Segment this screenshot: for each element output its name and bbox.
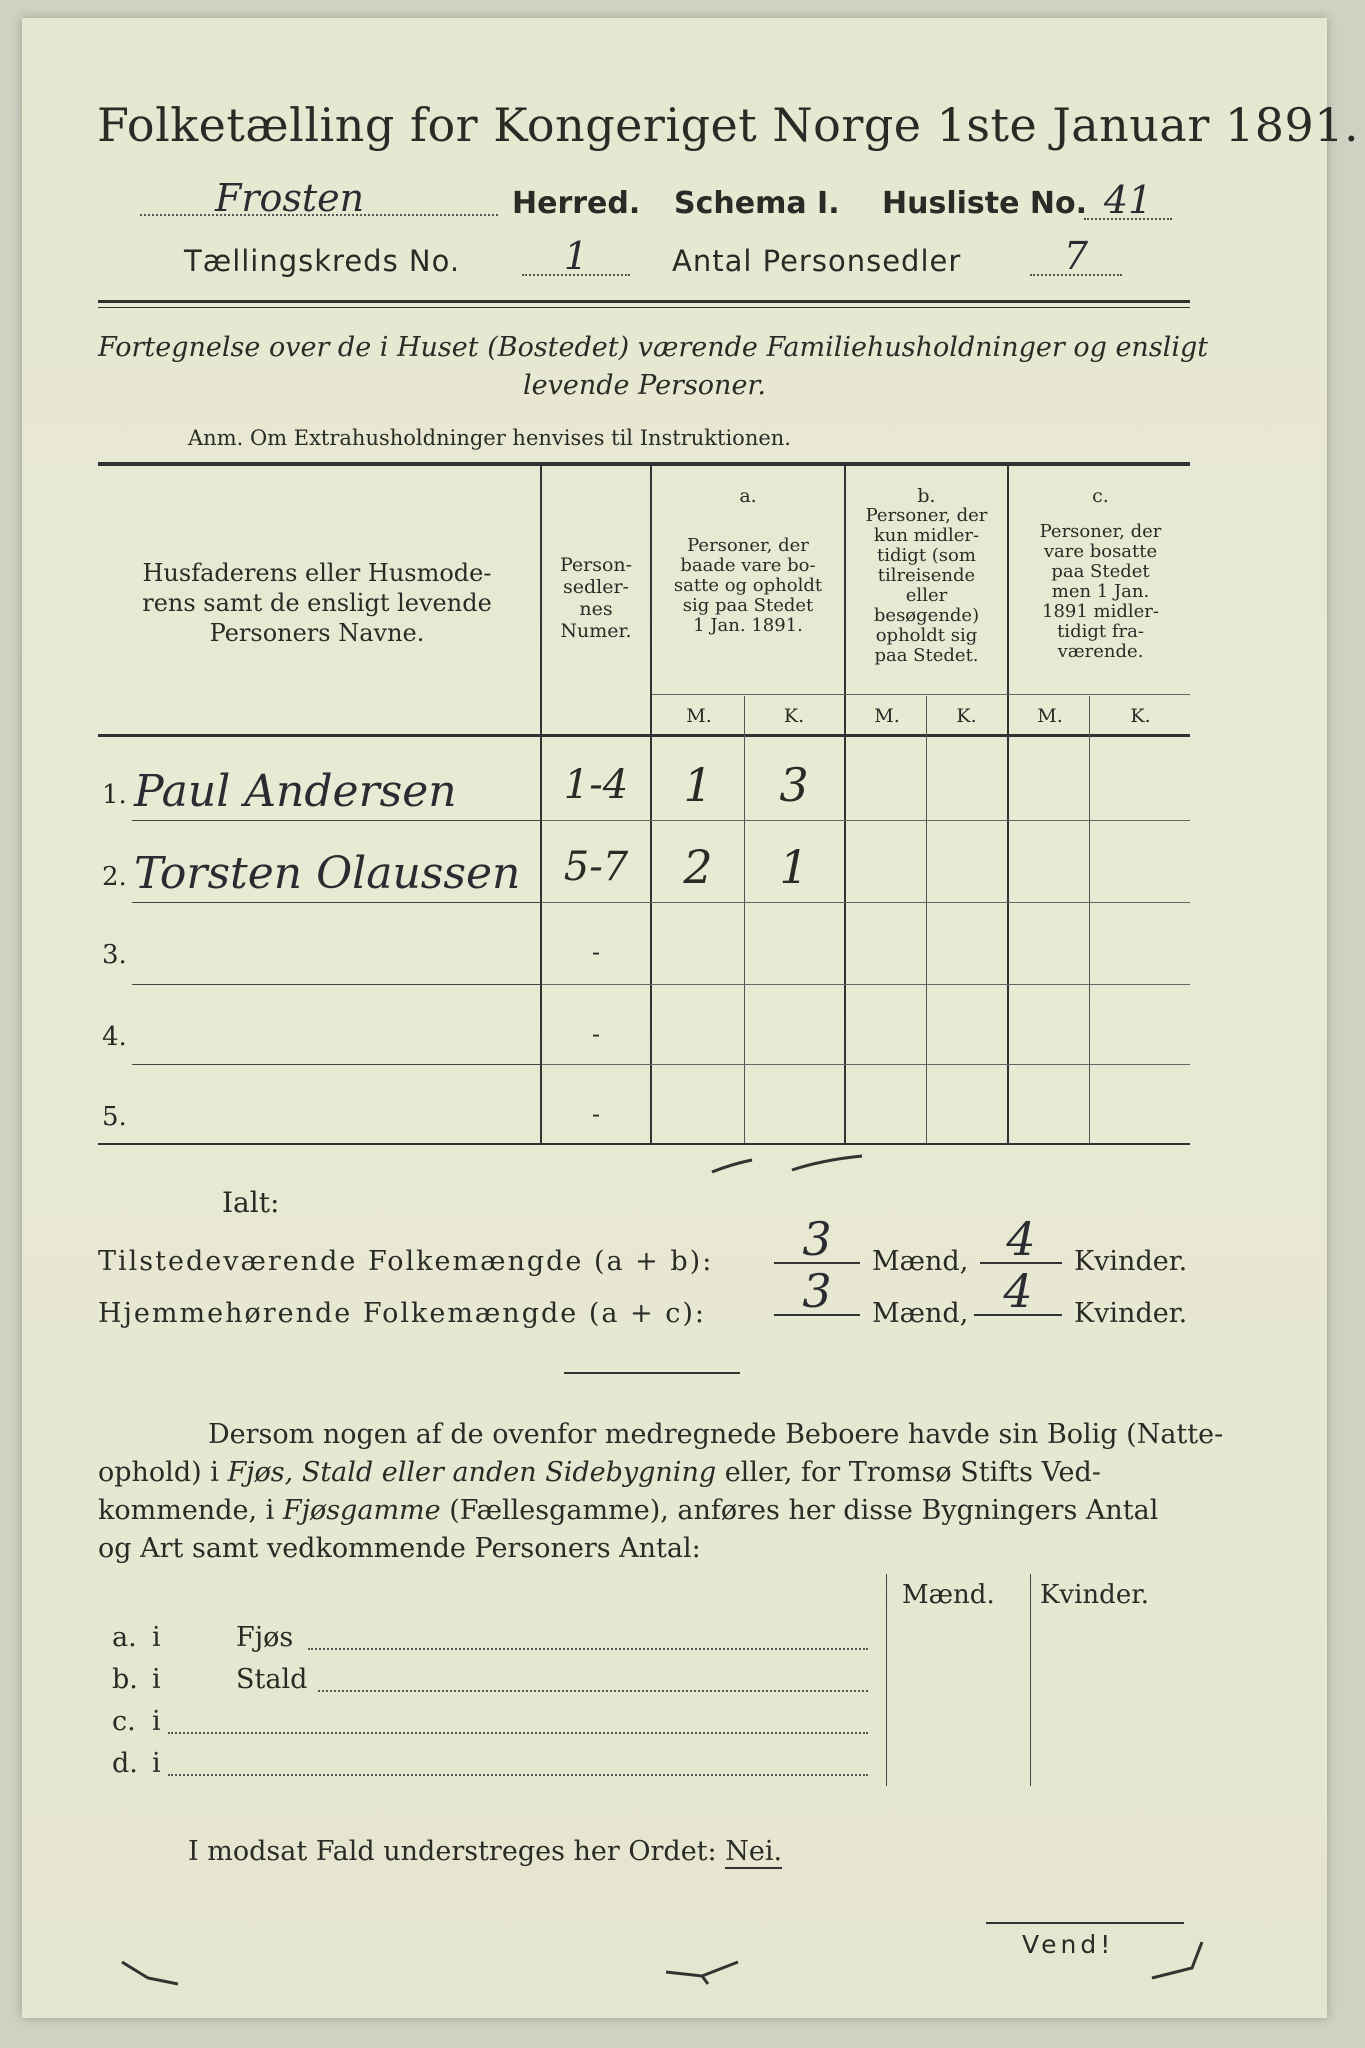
header-rule-thin [98,307,1190,308]
row-line [542,902,1190,903]
scribble-icon [118,1958,188,1988]
personsedler-number: - [591,938,601,966]
antal-number: 7 [1030,234,1122,276]
mk-divider [926,696,927,1143]
outbuildings-paragraph: Dersom nogen af de ovenfor medregnede Beboere havde sin Bolig (Natte- ophold) i Fjøs, Stald eller anden Sidebygning eller, for Tromsø Stifts Ved- kommende, i Fjøsgamme (Fællesgamme), anføres her disse Bygningers Antal og Art samt vedkommende Personers Antal: [98,1419,1224,1564]
col-a-letter: a. [739,485,757,507]
mk-k-a: K. [783,705,805,727]
personsedler-number: 1-4 [563,762,629,808]
antal-label: Antal Personsedler [672,244,962,278]
header-rule [98,300,1190,303]
otherwise-line: I modsat Fald understreges her Ordet: Nei. [188,1836,783,1867]
count-a-k: 3 [779,758,809,812]
col-divider [886,1574,887,1786]
mk-m-b: M. [874,705,900,727]
total-resident-women: 4 [974,1264,1062,1316]
personsedler-number: 5-7 [563,844,629,890]
col-header-c: Personer, der vare bosatte paa Stedet men 1 Jan. 1891 midler- tidigt fra- værende. [1039,521,1162,662]
footer-rule [986,1922,1184,1924]
ialt-label: Ialt: [222,1186,280,1219]
herred-label: Herred. [512,186,641,221]
form-title: Folketælling for Kongeriget Norge 1ste Januar 1891. [97,98,1360,152]
kvinder-label: Kvinder. [1074,1246,1188,1277]
mk-m-c: M. [1037,705,1063,727]
mk-divider [1089,696,1090,1143]
row-line [542,820,1190,821]
col-divider [1030,1574,1031,1786]
col-b-letter: b. [917,485,936,507]
leader-dots [318,1690,868,1692]
census-form: Folketælling for Kongeriget Norge 1ste Januar 1891. Frosten Herred. Schema I. Husliste No. 41 Tællingskreds No. 1 Antal Personsedler 7 Fortegnelse over de i Huset (Bostedet) værende Familiehusholdninger og ensligt levende Personer. Anm. Om Extrahusholdninger henvises til Instruktionen. Husfaderens eller Husmode- rens samt de ensligt levende Personers Navne. Person- sedler- nes Numer. a. Personer, der baade vare bo- satte og opholdt sig paa Stedet 1 Jan. 1891. b. Personer, der kun midler- tidigt (som tilreisende eller besøgende) opholdt sig paa Stedet. c. Personer, der vare bosatte paa Stedet men 1 Jan. 1891 midler- tidigt fra- værende. M. K. M. K. M. K. 1. Paul Andersen 1-4 1 3 2. Torsten Olaussen 5-7 2 1 3. - 4. - 5. - Ialt: Tilstedeværende Folkemængde (a + b): 3 Mænd, 4 Kvinder. Hjemmehørende Folkemængde (a + c): 3 Mænd, 4 Kvinder. Dersom nogen af de ovenfor medregnede Beboere havde sin Bolig (Natte- ophold) i Fjøs, Stald eller anden Sidebygning eller, for Tromsø Stifts Ved- kommende, i Fjøsgamme (Fællesgamme), anføres her disse Bygningers Antal og Art samt vedkommende Personers Antal: Mænd. Kvinder. a. i Fjøs b. i Stald c. i d. i I modsat Fald understreges her Ordet: Nei. Vend! [22,18,1327,2018]
mk-k-c: K. [1130,705,1151,727]
col-header-b: Personer, der kun midler- tidigt (som tilreisende eller besøgende) opholdt sig paa Stedet. [865,505,988,666]
col-c-letter: c. [1092,485,1109,507]
personsedler-number: - [591,1020,601,1048]
total-resident-label: Hjemmehørende Folkemængde (a + c): [98,1298,706,1329]
husliste-number: 41 [1084,178,1172,220]
row-line [132,820,540,821]
intro-line-1: Fortegnelse over de i Huset (Bostedet) værende Familiehusholdninger og ensligt [98,332,1209,363]
row-line [132,1064,540,1065]
herred-field [140,176,498,220]
total-resident-men: 3 [774,1264,860,1316]
separator [564,1372,740,1374]
scribble-icon [662,1958,742,1988]
count-a-m: 1 [683,758,713,812]
col-maend: Mænd. [902,1580,995,1610]
leader-dots [168,1732,868,1734]
intro-line-2: levende Personer. [523,370,766,401]
nei-word: Nei. [725,1836,783,1867]
husliste-label: Husliste No. [882,186,1087,221]
kreds-label: Tællingskreds No. [184,244,461,278]
maend-label: Mænd, [872,1298,969,1329]
total-present-women: 4 [980,1212,1062,1264]
count-a-m: 2 [683,840,713,894]
col-header-names: Husfaderens eller Husmode- rens samt de ensligt levende Personers Navne. [142,559,492,647]
row-line [542,984,1190,985]
mk-divider [744,696,745,1143]
col-divider [1007,466,1009,1143]
leader-dots [308,1648,868,1650]
mk-rule [652,694,1190,695]
vend-label: Vend! [1022,1930,1115,1959]
row-line [132,902,540,903]
mk-m-a: M. [686,705,712,727]
total-present-men: 3 [774,1212,860,1264]
scribble-icon [1142,1938,1212,1988]
table-header-rule [98,734,1190,737]
personsedler-number: - [591,1100,601,1128]
kreds-number: 1 [522,234,630,276]
row-line [132,984,540,985]
leader-dots [168,1774,868,1776]
col-header-a: Personer, der baade vare bo- satte og opholdt sig paa Stedet 1 Jan. 1891. [673,535,823,636]
kvinder-label: Kvinder. [1074,1298,1188,1329]
total-present-label: Tilstedeværende Folkemængde (a + b): [98,1246,714,1277]
person-name: Torsten Olaussen [134,848,521,899]
table-bottom-rule [98,1143,1190,1145]
count-a-k: 1 [779,840,809,894]
col-divider [844,466,846,1143]
schema-label: Schema I. [674,186,840,221]
col-header-number: Person- sedler- nes Numer. [559,554,633,642]
maend-label: Mænd, [872,1246,969,1277]
col-kvinder: Kvinder. [1040,1580,1150,1610]
table-top-rule [98,462,1190,466]
mk-k-b: K. [956,705,977,727]
row-line [542,1064,1190,1065]
tick-marks-icon [702,1146,882,1180]
herred-name: Frosten [140,176,498,216]
person-name: Paul Andersen [134,766,457,817]
instruction-note: Anm. Om Extrahusholdninger henvises til Instruktionen. [188,426,791,450]
